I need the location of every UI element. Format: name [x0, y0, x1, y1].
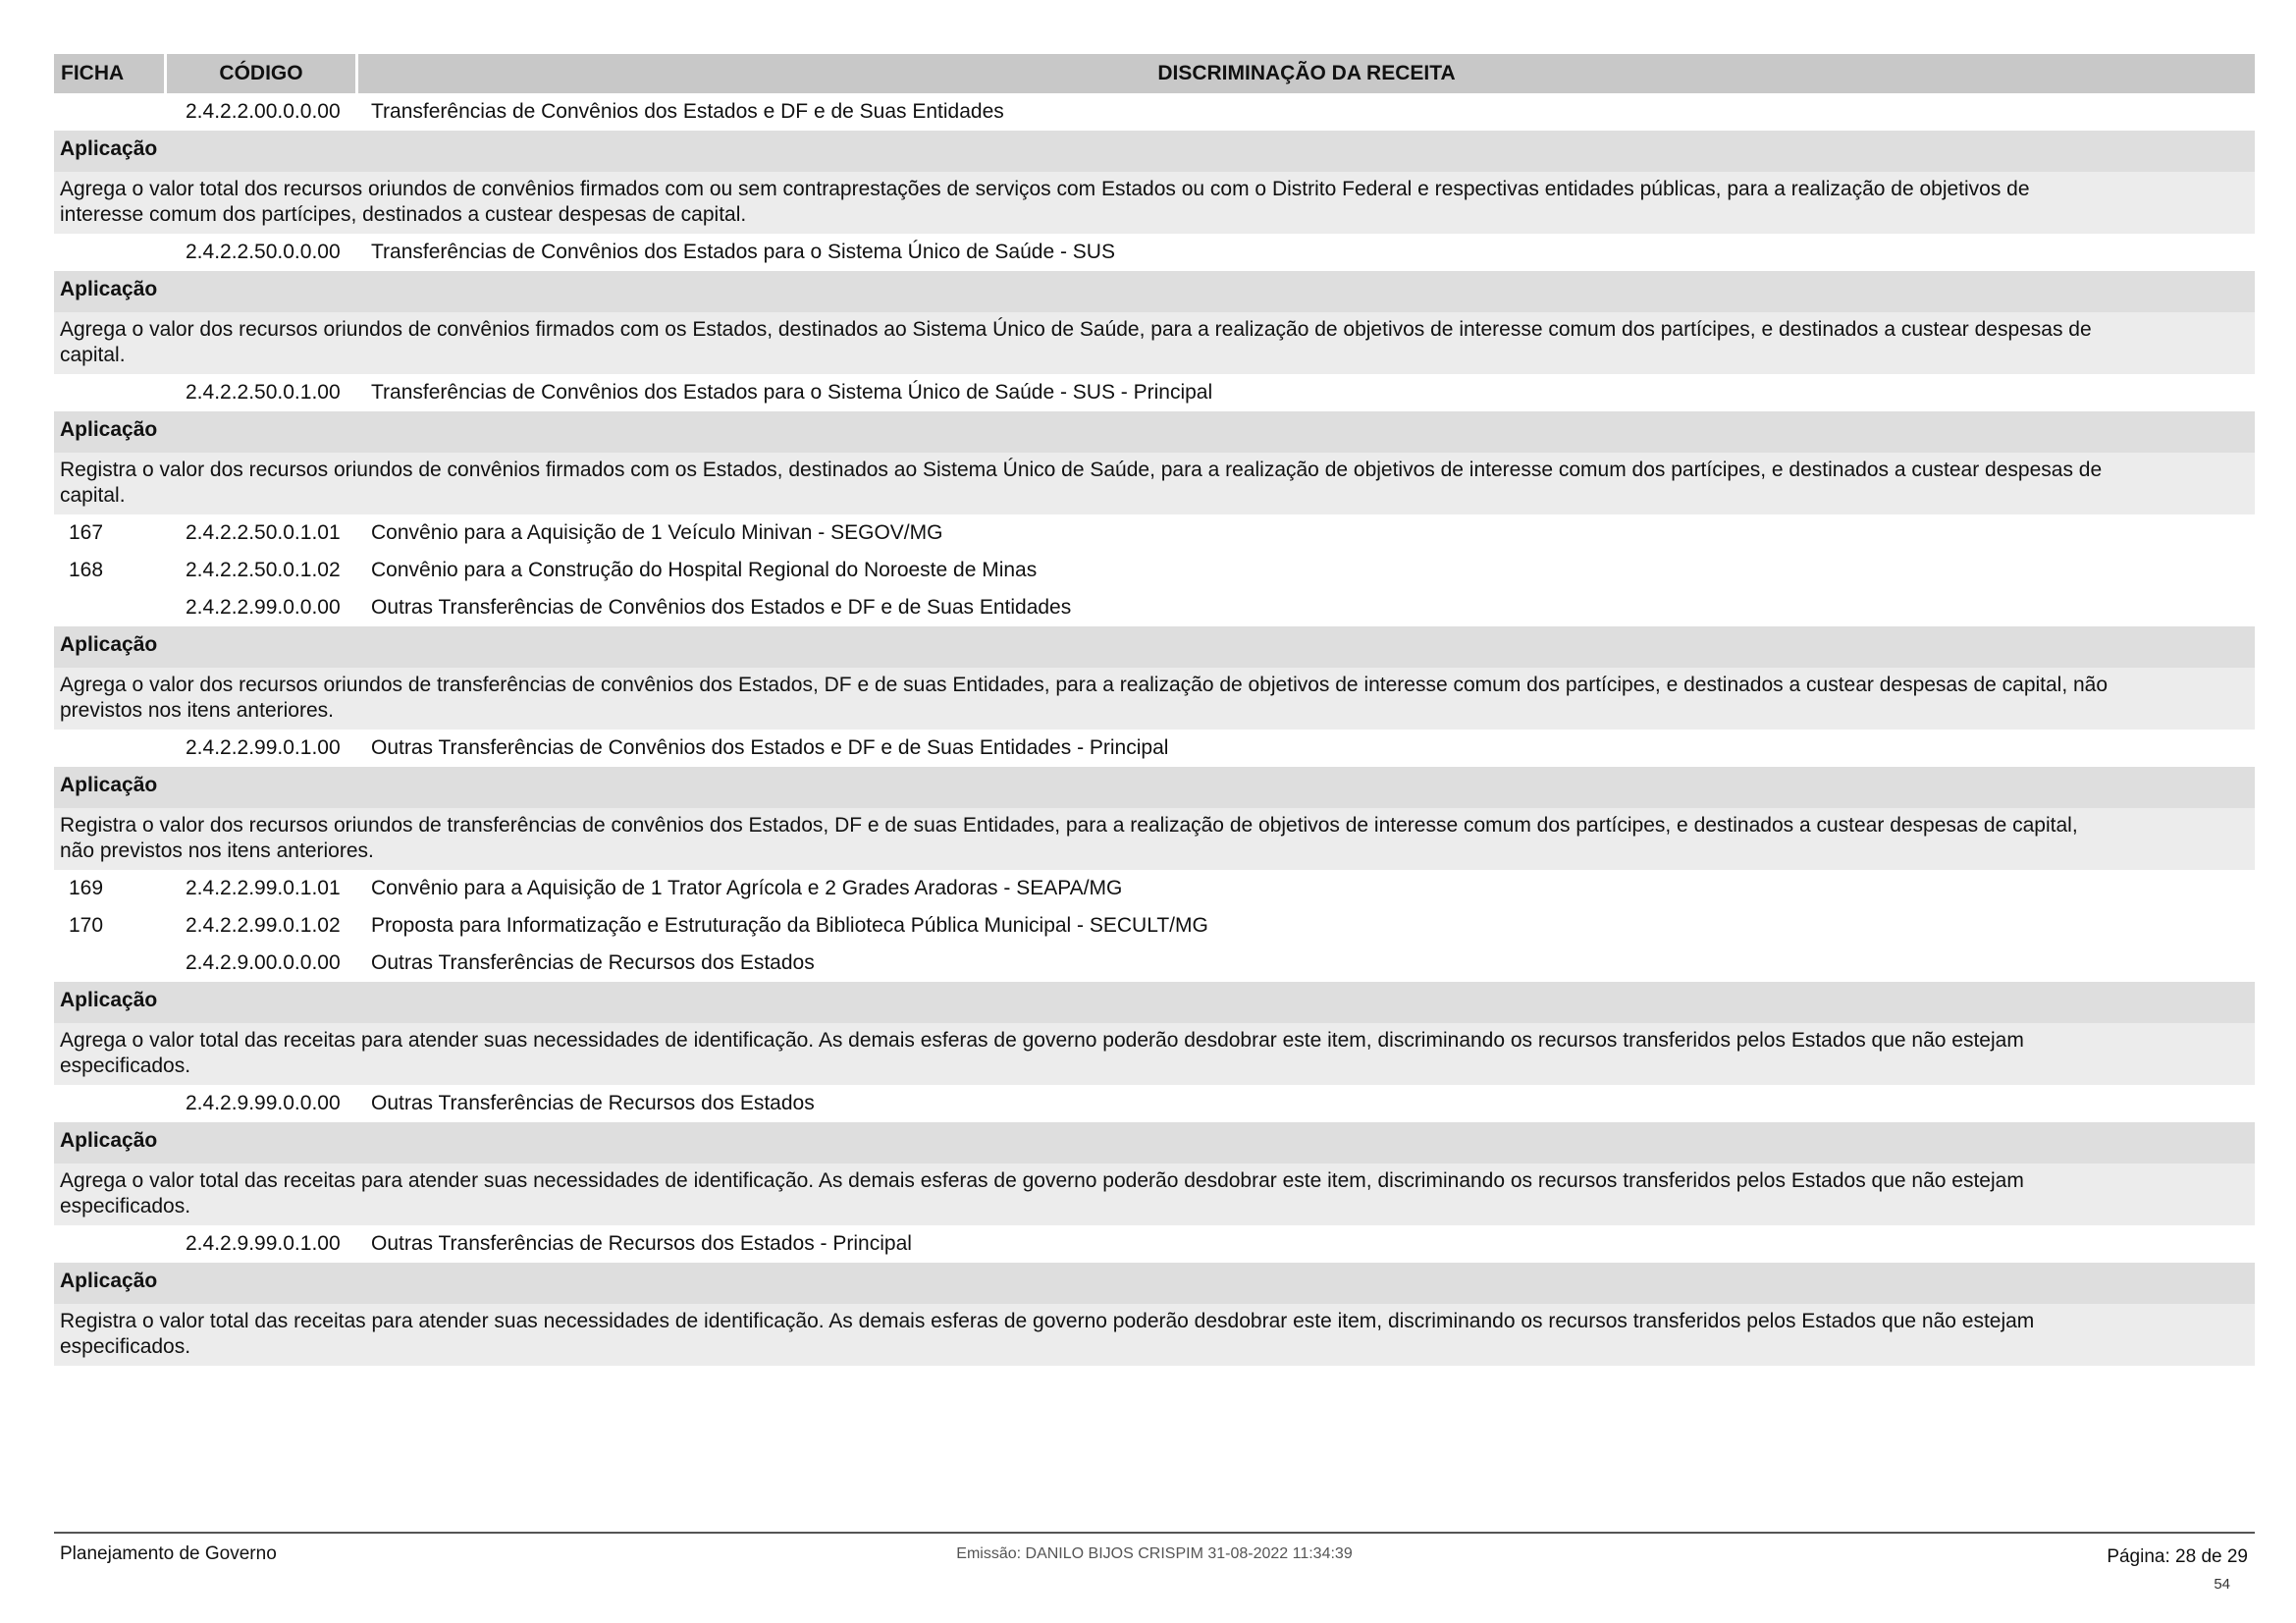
discriminacao-cell: Proposta para Informatização e Estruturação da Biblioteca Pública Municipal - SECULT/MG: [371, 914, 1208, 937]
discriminacao-cell: Transferências de Convênios dos Estados para o Sistema Único de Saúde - SUS - Principal: [371, 381, 1213, 404]
ficha-cell: 169: [69, 877, 104, 899]
codigo-cell: 2.4.2.2.99.0.1.00: [186, 736, 341, 759]
receita-row: [54, 870, 2255, 907]
footer-title: Planejamento de Governo: [60, 1543, 277, 1564]
codigo-cell: 2.4.2.9.00.0.0.00: [186, 951, 341, 974]
description-line: Agrega o valor total dos recursos oriundos de convênios firmados com ou sem contraprestações de serviços com Estados ou com o Distrito Federal e respectivas entidades públicas, para a realização de objetivos de: [60, 178, 2030, 200]
codigo-cell: 2.4.2.2.50.0.1.02: [186, 559, 341, 581]
description-line: especificados.: [60, 1194, 191, 1217]
description-line: Agrega o valor total das receitas para atender suas necessidades de identificação. As demais esferas de governo poderão desdobrar este item, discriminando os recursos transferidos pelos Estados que não estejam: [60, 1169, 2024, 1192]
aplicacao-heading: Aplicação: [54, 982, 2255, 1023]
receita-row: [54, 234, 2255, 271]
description-line: não previstos nos itens anteriores.: [60, 839, 374, 862]
receita-row: [54, 514, 2255, 552]
aplicacao-heading: Aplicação: [54, 1122, 2255, 1163]
ficha-cell: 167: [69, 521, 104, 544]
table-body: [54, 93, 2255, 1366]
receita-row: [54, 1225, 2255, 1263]
codigo-cell: 2.4.2.9.99.0.1.00: [186, 1232, 341, 1255]
aplicacao-heading: Aplicação: [54, 411, 2255, 453]
description-line: Agrega o valor dos recursos oriundos de convênios firmados com os Estados, destinados ao Sistema Único de Saúde, para a realização de objetivos de interesse comum dos partícipes, e destinados a custear despesas de: [60, 318, 2092, 341]
codigo-cell: 2.4.2.2.99.0.0.00: [186, 596, 341, 619]
footer-emissao: Emissão: DANILO BIJOS CRISPIM 31-08-2022 11:34:39: [956, 1545, 1353, 1562]
receita-row: [54, 374, 2255, 411]
description-line: capital.: [60, 343, 126, 366]
table-header: [54, 54, 2255, 93]
description-line: especificados.: [60, 1334, 191, 1358]
ficha-cell: 170: [69, 914, 104, 937]
codigo-cell: 2.4.2.2.99.0.1.02: [186, 914, 341, 937]
receita-row: [54, 93, 2255, 131]
aplicacao-heading: Aplicação: [54, 271, 2255, 312]
description-line: Registra o valor dos recursos oriundos de transferências de convênios dos Estados, DF e de suas Entidades, para a realização de objetivos de interesse comum dos partícipes, e destinados a custear despesas de capital,: [60, 814, 2078, 837]
aplicacao-description: [54, 1023, 2255, 1085]
discriminacao-cell: Convênio para a Aquisição de 1 Trator Agrícola e 2 Grades Aradoras - SEAPA/MG: [371, 877, 1123, 899]
codigo-cell: 2.4.2.2.99.0.1.01: [186, 877, 341, 899]
description-line: capital.: [60, 483, 126, 507]
discriminacao-cell: Convênio para a Aquisição de 1 Veículo Minivan - SEGOV/MG: [371, 521, 943, 544]
codigo-cell: 2.4.2.2.50.0.0.00: [186, 241, 341, 263]
aplicacao-description: [54, 808, 2255, 870]
description-line: interesse comum dos partícipes, destinados a custear despesas de capital.: [60, 202, 747, 226]
page-number: Página: 28 de 29: [2107, 1546, 2248, 1567]
aplicacao-heading: Aplicação: [54, 767, 2255, 808]
description-line: especificados.: [60, 1054, 191, 1077]
receita-row: [54, 907, 2255, 945]
discriminacao-cell: Convênio para a Construção do Hospital Regional do Noroeste de Minas: [371, 559, 1038, 581]
description-line: Registra o valor dos recursos oriundos de convênios firmados com os Estados, destinados ao Sistema Único de Saúde, para a realização de objetivos de interesse comum dos partícipes, e destinados a custear despesas de: [60, 459, 2103, 481]
receita-row: [54, 552, 2255, 589]
aplicacao-heading: Aplicação: [54, 1263, 2255, 1304]
codigo-cell: 2.4.2.9.99.0.0.00: [186, 1092, 341, 1114]
ficha-cell: 168: [69, 559, 104, 581]
column-header-codigo: CÓDIGO: [167, 54, 355, 93]
aplicacao-heading: Aplicação: [54, 131, 2255, 172]
description-line: Agrega o valor dos recursos oriundos de transferências de convênios dos Estados, DF e de suas Entidades, para a realização de objetivos de interesse comum dos partícipes, e destinados a custear despesas de capital, não: [60, 674, 2109, 696]
discriminacao-cell: Outras Transferências de Recursos dos Estados: [371, 1092, 815, 1114]
receita-row: [54, 730, 2255, 767]
aplicacao-heading: Aplicação: [54, 626, 2255, 668]
codigo-cell: 2.4.2.2.00.0.0.00: [186, 100, 341, 123]
sheet-number: 54: [2214, 1576, 2230, 1593]
discriminacao-cell: Outras Transferências de Recursos dos Estados - Principal: [371, 1232, 912, 1255]
discriminacao-cell: Outras Transferências de Recursos dos Estados: [371, 951, 815, 974]
aplicacao-description: [54, 1304, 2255, 1366]
aplicacao-description: [54, 312, 2255, 374]
receita-table: [54, 54, 2255, 1366]
column-header-discriminacao: DISCRIMINAÇÃO DA RECEITA: [358, 54, 2255, 93]
description-line: Agrega o valor total das receitas para atender suas necessidades de identificação. As demais esferas de governo poderão desdobrar este item, discriminando os recursos transferidos pelos Estados que não estejam: [60, 1029, 2024, 1052]
description-line: previstos nos itens anteriores.: [60, 698, 334, 722]
receita-row: [54, 589, 2255, 626]
aplicacao-description: [54, 172, 2255, 234]
description-line: Registra o valor total das receitas para atender suas necessidades de identificação. As demais esferas de governo poderão desdobrar este item, discriminando os recursos transferidos pelos Estados que não estejam: [60, 1310, 2035, 1332]
receita-row: [54, 945, 2255, 982]
codigo-cell: 2.4.2.2.50.0.1.00: [186, 381, 341, 404]
discriminacao-cell: Outras Transferências de Convênios dos Estados e DF e de Suas Entidades - Principal: [371, 736, 1169, 759]
codigo-cell: 2.4.2.2.50.0.1.01: [186, 521, 341, 544]
aplicacao-description: [54, 453, 2255, 514]
discriminacao-cell: Transferências de Convênios dos Estados para o Sistema Único de Saúde - SUS: [371, 241, 1115, 263]
footer-divider: [54, 1532, 2255, 1534]
aplicacao-description: [54, 1163, 2255, 1225]
discriminacao-cell: Transferências de Convênios dos Estados e DF e de Suas Entidades: [371, 100, 1004, 123]
column-header-ficha: FICHA: [54, 54, 164, 93]
aplicacao-description: [54, 668, 2255, 730]
receita-row: [54, 1085, 2255, 1122]
discriminacao-cell: Outras Transferências de Convênios dos Estados e DF e de Suas Entidades: [371, 596, 1072, 619]
